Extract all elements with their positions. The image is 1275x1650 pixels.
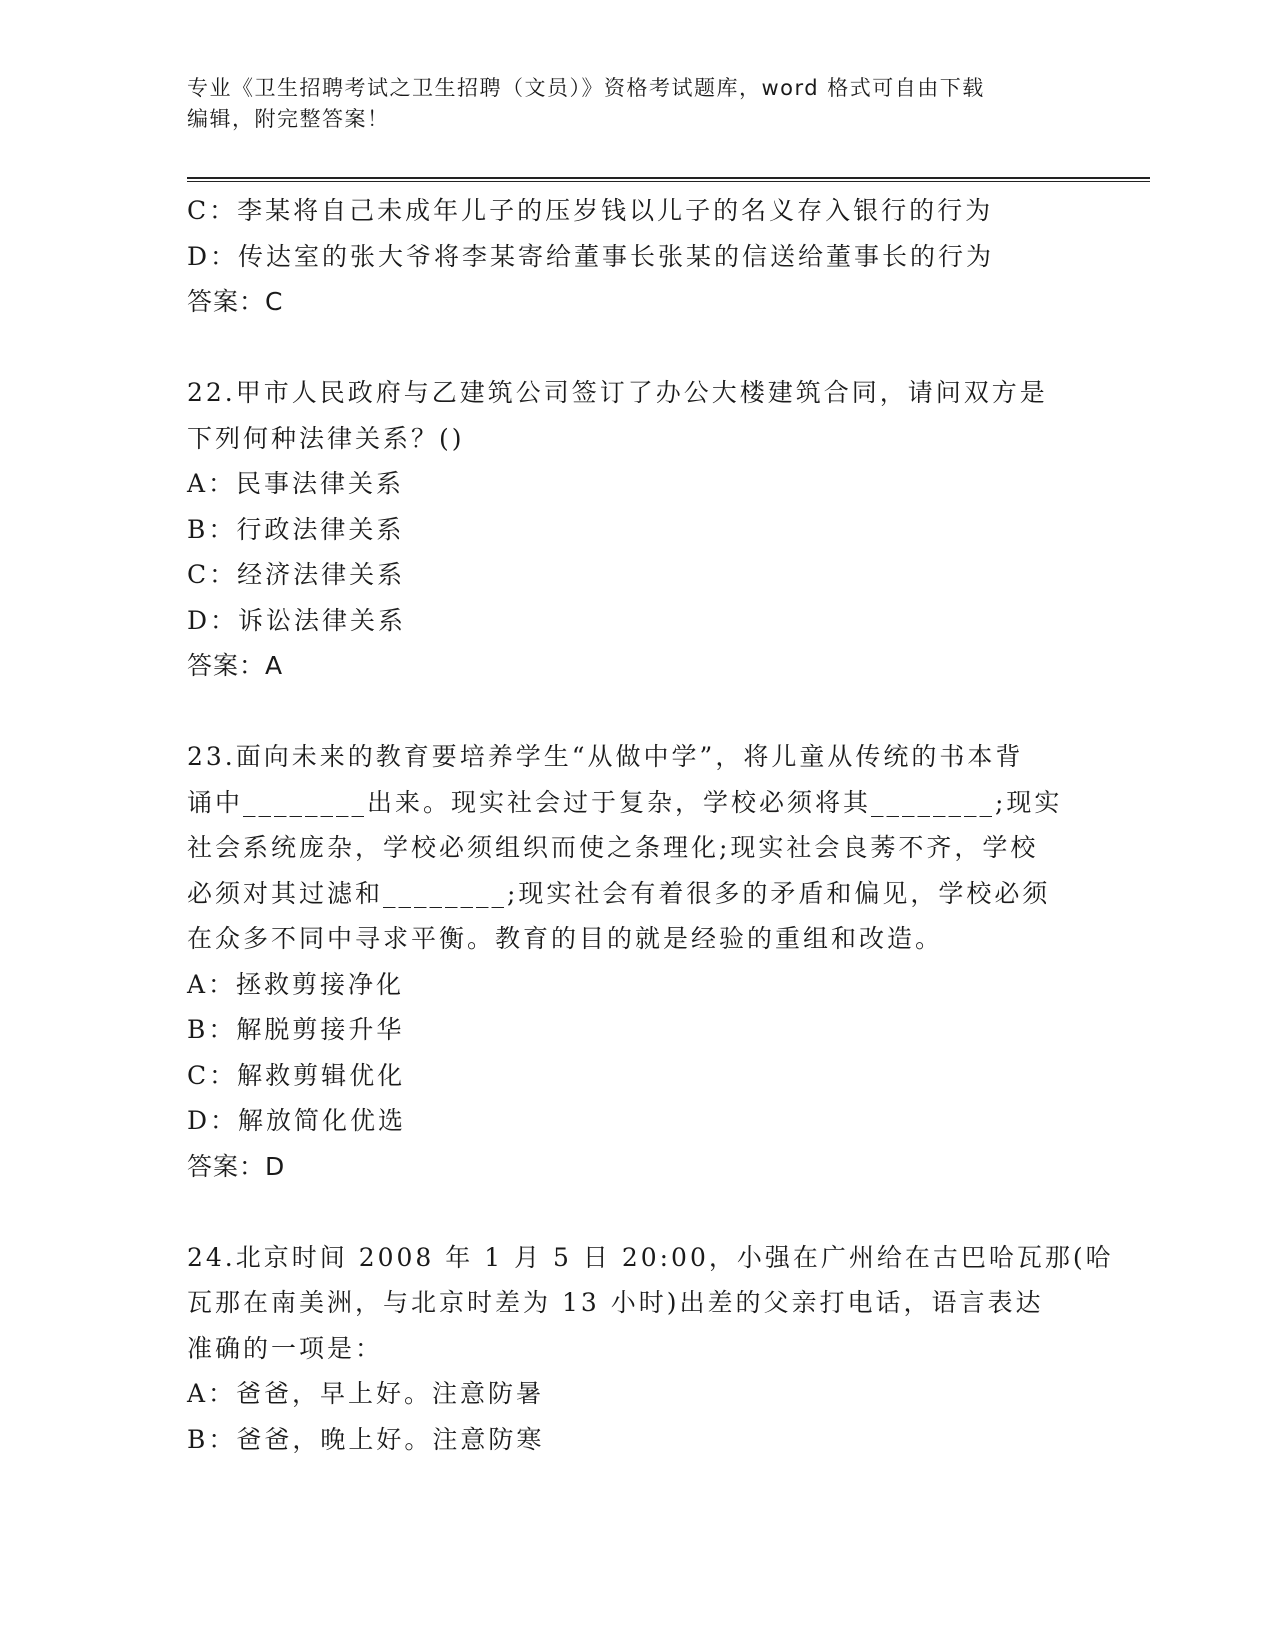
question-stem-line: 下列何种法律关系？() <box>187 423 465 453</box>
header-line-2: 编辑，附完整答案！ <box>187 107 390 131</box>
question-stem-line: 瓦那在南美洲，与北京时差为 13 小时)出差的父亲打电话，语言表达 <box>187 1288 1044 1317</box>
document-header <box>187 73 1067 135</box>
answer-label: 答案：D <box>187 1151 286 1181</box>
option-d: D：诉讼法律关系 <box>187 605 407 635</box>
question-stem-line: 准确的一项是： <box>187 1333 384 1363</box>
question-stem-line: 22.甲市人民政府与乙建筑公司签订了办公大楼建筑合同，请问双方是 <box>187 378 1048 407</box>
question-24 <box>187 1235 1114 1463</box>
option-c: C：解救剪辑优化 <box>187 1060 406 1090</box>
question-stem-line: 诵中________出来。现实社会过于复杂，学校必须将其________;现实 <box>187 787 1063 817</box>
option-b: B：解脱剪接升华 <box>187 1015 405 1044</box>
question-list <box>187 188 1114 1462</box>
option-b: B：爸爸，晚上好。注意防寒 <box>187 1424 545 1454</box>
option-a: A：拯救剪接净化 <box>187 969 405 999</box>
header-line-1: 专业《卫生招聘考试之卫生招聘（文员）》资格考试题库，word 格式可自由下载 <box>187 76 985 100</box>
option-a: A：爸爸，早上好。注意防暑 <box>187 1379 545 1408</box>
question-stem-line: 24.北京时间 2008 年 1 月 5 日 20:00，小强在广州给在古巴哈瓦那(哈 <box>187 1242 1114 1272</box>
option-b: B：行政法律关系 <box>187 514 405 544</box>
header-rule-thin <box>187 181 1150 182</box>
question-23 <box>187 734 1087 1189</box>
answer-label: 答案：A <box>187 651 284 680</box>
question-stem-line: 23.面向未来的教育要培养学生“从做中学”，将儿童从传统的书本背 <box>187 742 1024 771</box>
option-a: A：民事法律关系 <box>187 469 405 498</box>
header-rule-thick <box>187 177 1150 179</box>
question-21-tail <box>187 188 1087 325</box>
question-stem-line: 必须对其过滤和________;现实社会有着很多的矛盾和偏见，学校必须 <box>187 878 1051 908</box>
question-stem-line: 社会系统庞杂，学校必须组织而使之条理化;现实社会良莠不齐，学校 <box>187 833 1039 862</box>
option-c: C：经济法律关系 <box>187 560 406 589</box>
answer-label: 答案：C <box>187 287 284 316</box>
spacer <box>187 689 1087 735</box>
option-d: D：解放简化优选 <box>187 1106 407 1135</box>
spacer <box>187 325 1087 371</box>
spacer <box>187 1189 1087 1235</box>
question-stem-line: 在众多不同中寻求平衡。教育的目的就是经验的重组和改造。 <box>187 924 944 953</box>
question-22 <box>187 370 1087 689</box>
option-d: D：传达室的张大爷将李某寄给董事长张某的信送给董事长的行为 <box>187 241 995 271</box>
option-c: C：李某将自己未成年儿子的压岁钱以儿子的名义存入银行的行为 <box>187 196 994 225</box>
